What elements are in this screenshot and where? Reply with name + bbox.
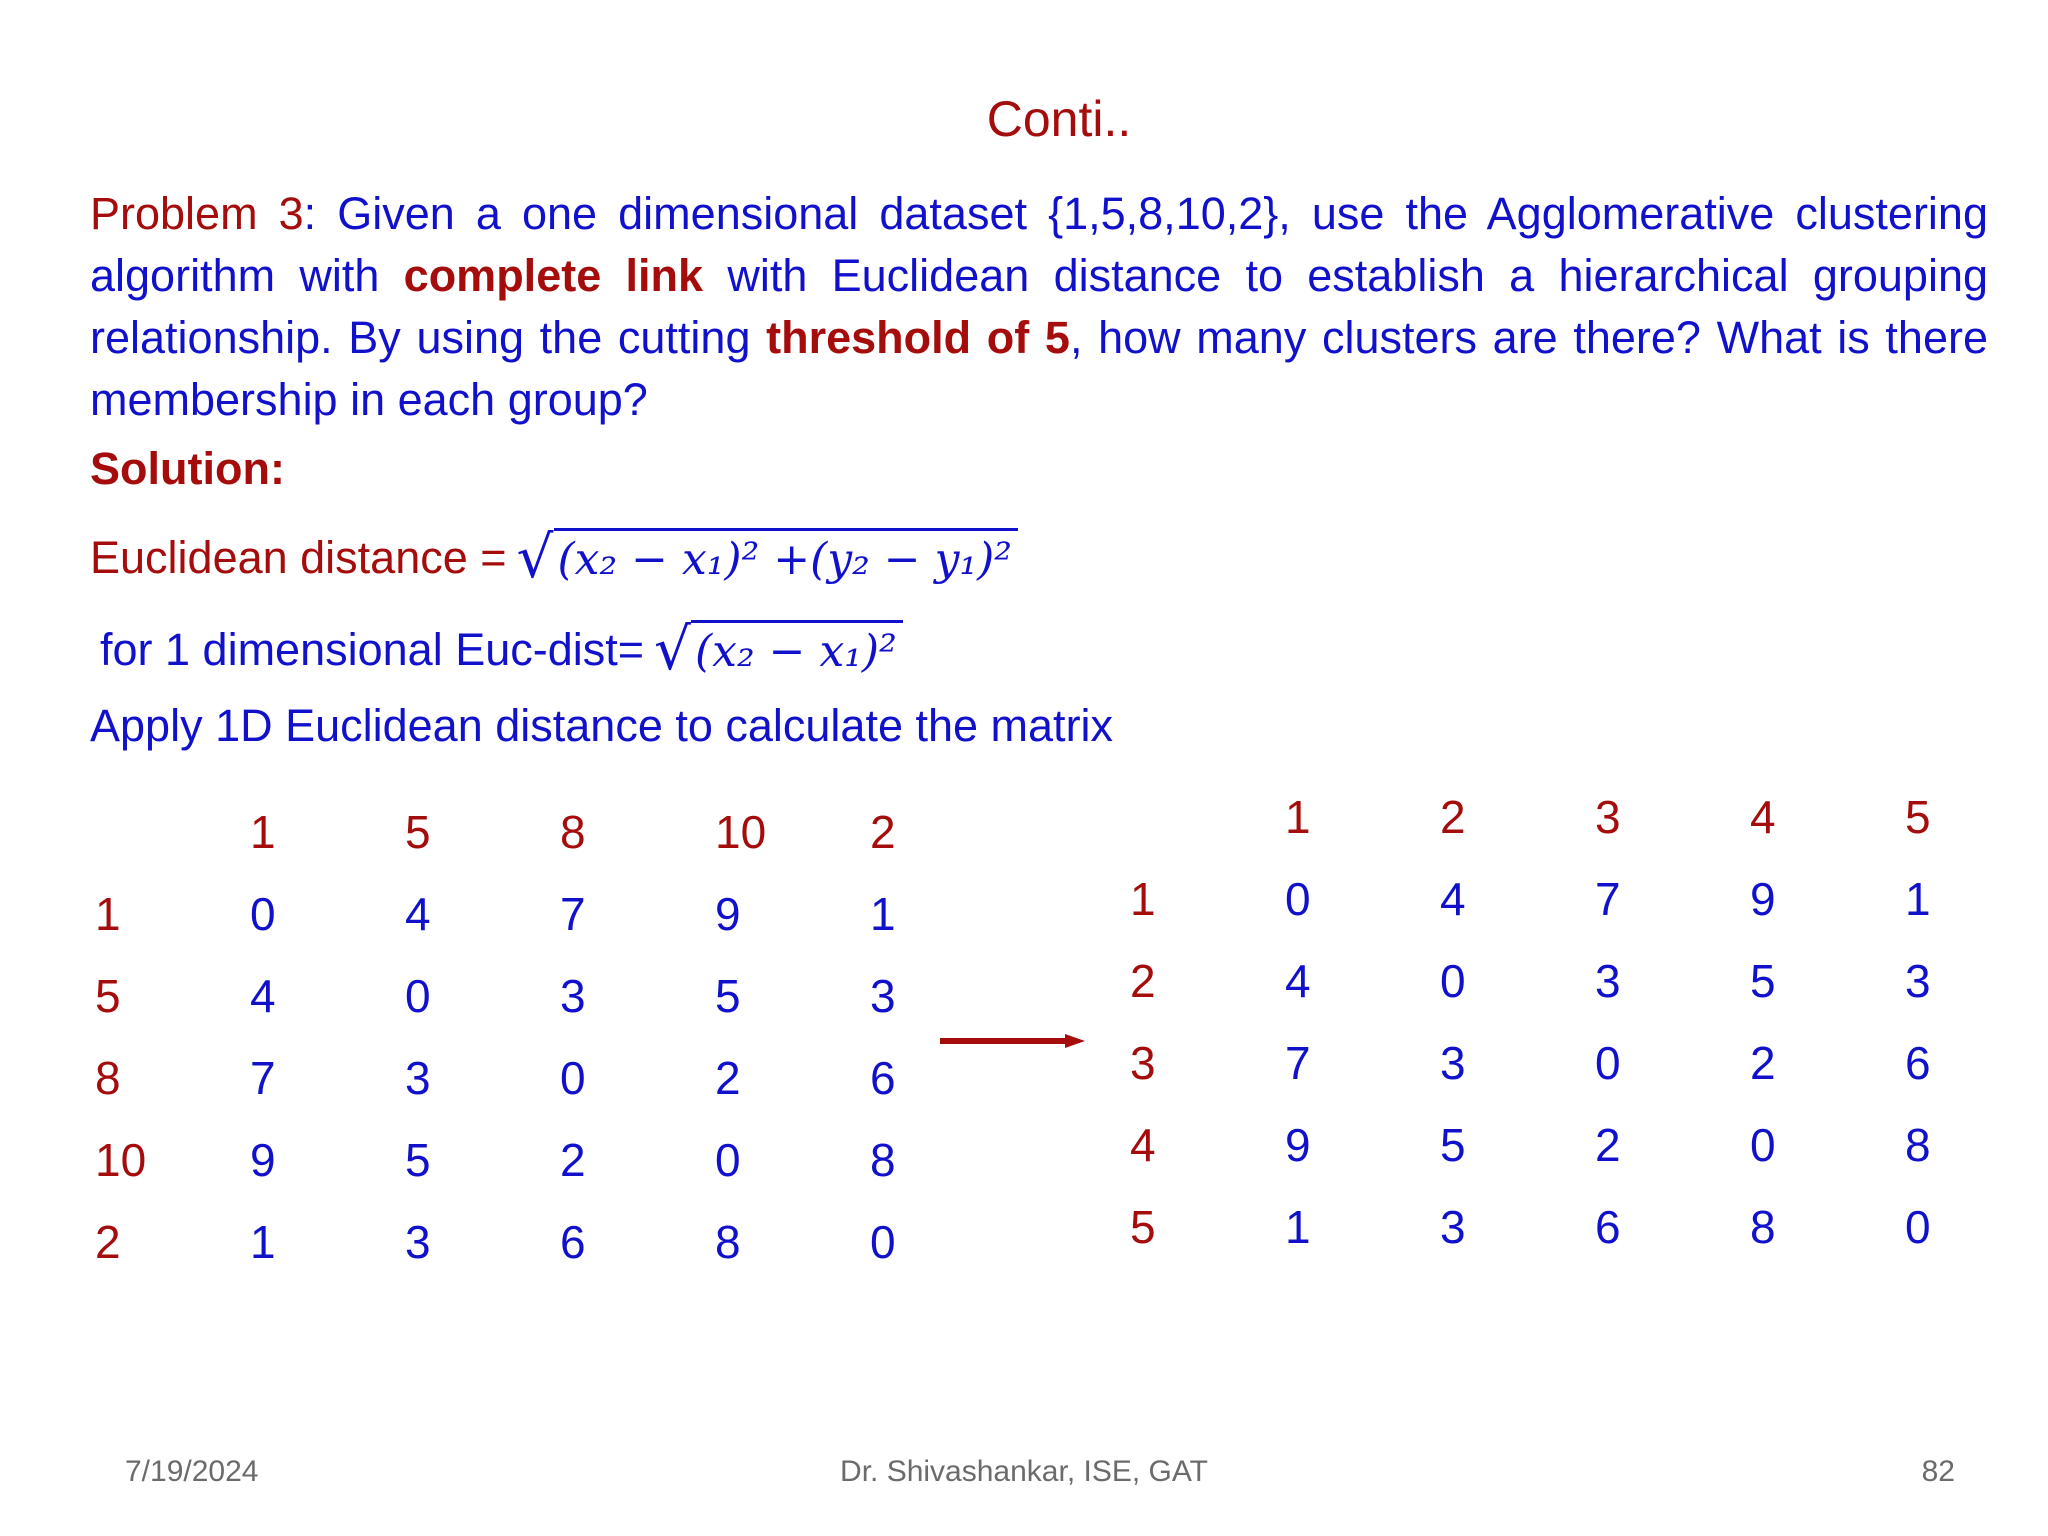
matrix-row-label: 5 [1130,1201,1156,1253]
problem-text-3: , how many clusters are there? What is there membership in each group? [90,312,1988,425]
problem-text-2: with Euclidean distance to establish a hierarchical grouping relationship. By using the cutting [90,250,1989,363]
matrix-cell: 3 [560,970,586,1022]
matrix-cell: 0 [250,888,276,940]
matrix-column-header: 10 [715,806,767,858]
matrix-cell: 1 [870,888,896,940]
one-d-formula [100,615,903,683]
arrow-right-icon [940,1034,1085,1048]
matrix-row-label: 2 [95,1216,121,1268]
matrix-cell: 3 [870,970,896,1022]
matrix-row-label: 8 [95,1052,121,1104]
matrix-column-header: 3 [1595,791,1621,843]
matrix-cell: 7 [1595,873,1621,925]
matrix-cell: 0 [1440,955,1466,1007]
matrix-row-label: 10 [95,1134,147,1186]
matrix-cell: 2 [715,1052,741,1104]
matrix-cell: 5 [1440,1119,1466,1171]
one-d-expression: (x₂ − x₁)² [691,620,903,679]
matrix-row-label: 5 [95,970,121,1022]
matrix-cell: 9 [1285,1119,1311,1171]
matrix-column-header: 4 [1750,791,1776,843]
matrix-cell: 8 [870,1134,896,1186]
matrix-cell: 7 [250,1052,276,1104]
matrix-cell: 2 [1750,1037,1776,1089]
sqrt-expression [516,523,1018,591]
matrix-row-label: 1 [95,888,121,940]
matrix-cell: 5 [405,1134,431,1186]
matrix-cell: 2 [1595,1119,1621,1171]
matrix-column-header: 5 [405,806,431,858]
matrix-cell: 1 [1905,873,1931,925]
matrix-cell: 8 [1750,1201,1776,1253]
matrix-column-header: 1 [250,806,276,858]
sqrt-icon: √ [516,523,554,591]
footer-date: 7/19/2024 [125,1455,259,1488]
matrix-row-label: 3 [1130,1037,1156,1089]
matrix-cell: 7 [560,888,586,940]
matrix-cell: 0 [1905,1201,1931,1253]
matrix-row-label: 1 [1130,873,1156,925]
one-d-formula-label: for 1 dimensional Euc-dist= [100,623,645,675]
matrix-cell: 4 [405,888,431,940]
matrix-cell: 1 [250,1216,276,1268]
matrix-cell: 6 [870,1052,896,1104]
matrix-cell: 1 [1285,1201,1311,1253]
matrix-column-header: 8 [560,806,586,858]
problem-label: Problem 3 [90,188,304,239]
sqrt-expression-1d [654,615,903,683]
matrix-column-header: 5 [1905,791,1931,843]
euclidean-expression: (x₂ − x₁)² +(y₂ − y₁)² [554,528,1018,587]
matrix-cell: 5 [1750,955,1776,1007]
matrix-cell: 3 [405,1052,431,1104]
highlight-threshold: threshold of 5 [766,312,1070,363]
problem-statement [90,183,1988,431]
matrix-row-label: 2 [1130,955,1156,1007]
problem-text-1: : Given a one dimensional dataset {1,5,8,10,2}, use the Agglomerative clustering algorithm with [90,188,1988,301]
matrix-cell: 8 [1905,1119,1931,1171]
matrix-cell: 9 [250,1134,276,1186]
matrix-cell: 6 [1595,1201,1621,1253]
matrix-cell: 0 [870,1216,896,1268]
matrix-cell: 6 [560,1216,586,1268]
matrix-cell: 3 [1440,1201,1466,1253]
matrix-cell: 2 [560,1134,586,1186]
matrix-cell: 5 [715,970,741,1022]
matrix-cell: 3 [1440,1037,1466,1089]
matrix-row-label: 4 [1130,1119,1156,1171]
euclidean-formula [90,523,1018,591]
matrix-cell: 0 [560,1052,586,1104]
solution-label: Solution: [90,443,285,494]
matrix-cell: 4 [1285,955,1311,1007]
matrix-cell: 7 [1285,1037,1311,1089]
matrix-column-header: 2 [1440,791,1466,843]
matrix-cell: 9 [1750,873,1776,925]
matrix-column-header: 2 [870,806,896,858]
highlight-complete-link: complete link [403,250,704,301]
matrix-cell: 0 [1285,873,1311,925]
matrix-cell: 8 [715,1216,741,1268]
matrix-cell: 3 [1905,955,1931,1007]
matrix-cell: 0 [405,970,431,1022]
matrix-column-header: 1 [1285,791,1311,843]
slide-title: Conti.. [986,91,1132,147]
matrix-cell: 6 [1905,1037,1931,1089]
matrix-cell: 3 [405,1216,431,1268]
matrix-cell: 9 [715,888,741,940]
matrix-cell: 0 [1595,1037,1621,1089]
matrix-cell: 0 [1750,1119,1776,1171]
apply-instruction: Apply 1D Euclidean distance to calculate the matrix [90,700,1114,751]
footer-author: Dr. Shivashankar, ISE, GAT [840,1455,1208,1488]
matrix-cell: 0 [715,1134,741,1186]
sqrt-icon: √ [654,615,691,683]
matrix-cell: 4 [1440,873,1466,925]
euclidean-formula-label: Euclidean distance = [90,531,507,583]
matrix-cell: 3 [1595,955,1621,1007]
matrix-cell: 4 [250,970,276,1022]
footer-page-number: 82 [1921,1455,1955,1488]
